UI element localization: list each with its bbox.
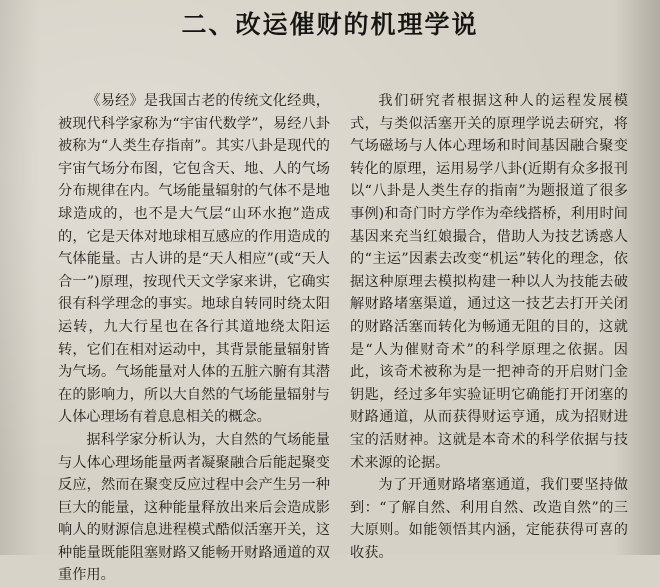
left-paragraph-2: 据科学家分析认为，大自然的气场能量与人体心理场能量两者凝聚融合后能起聚变反应，然而在聚变反应过程中会产生另一种巨大的能量，这种能量释放出来后会造成影响人的财源信息进程模式酷似活塞开关，这种能量既能阻塞财路又能畅开财路通道的双重作用。 — [58, 431, 330, 584]
right-paragraph-1: 我们研究者根据这种人的运程发展模式，与类似活塞开关的原理学说去研究，将气场磁场与人体心理场和时间基因融合聚变转化的原理，运用易学八卦(近期有众多报刊以“八卦是人类生存的指南”为题报道了很多事例)和奇门时方学作为牵线搭桥，利用时间基因来充当红娘撮合，借助人为技艺诱惑人的“主运”因素去改变“机运”转化的理念，依据这种原理去模拟构建一种以人为技能去破解财路堵塞渠道，通过这一技艺去打开关闭的财路活塞而转化为畅通无阻的目的，这就是“人为催财奇术”的科学原理之依据。因此，该奇术被称为是一把神奇的开启财门金钥匙，经过多年实验证明它确能打开闭塞的财路通道，从而获得财运亨通，成为招财进宝的活财神。这就是本奇术的科学依据与技术来源的论据。 — [350, 93, 628, 471]
right-paragraph-2: 为了开通财路堵塞通道，我们要坚持做到：“了解自然、利用自然、改造自然”的三大原则。如能领悟其内涵，定能获得可喜的收获。 — [350, 477, 628, 561]
left-paragraph-1: 《易经》是我国古老的传统文化经典，被现代科学家称为“宇宙代数学”，易经八卦被称为“人类生存指南”。其实八卦是现代的宇宙气场分布图，它包含天、地、人的气场分布规律在内。气场能量辐射的气体不是地球造成的，也不是大气层“山环水抱”造成的，它是天体对地球相互感应的作用造成的气体能量。古人讲的是“天人相应”(或“天人合一”)原理，按现代天文学家来讲，它确实很有科学理念的事实。地球自转同时绕太阳运转，九大行星也在各行其道地绕太阳运转，它们在相对运动中，其背景能量辐射皆为气场。气场能量对人体的五脏六腑有其潜在的影响力，所以大自然的气场能量辐射与人体心理场有着息息相关的概念。 — [58, 93, 330, 426]
right-column — [350, 90, 628, 564]
section-title: 二、改运催财的机理学说 — [181, 10, 479, 39]
left-column — [58, 90, 330, 587]
